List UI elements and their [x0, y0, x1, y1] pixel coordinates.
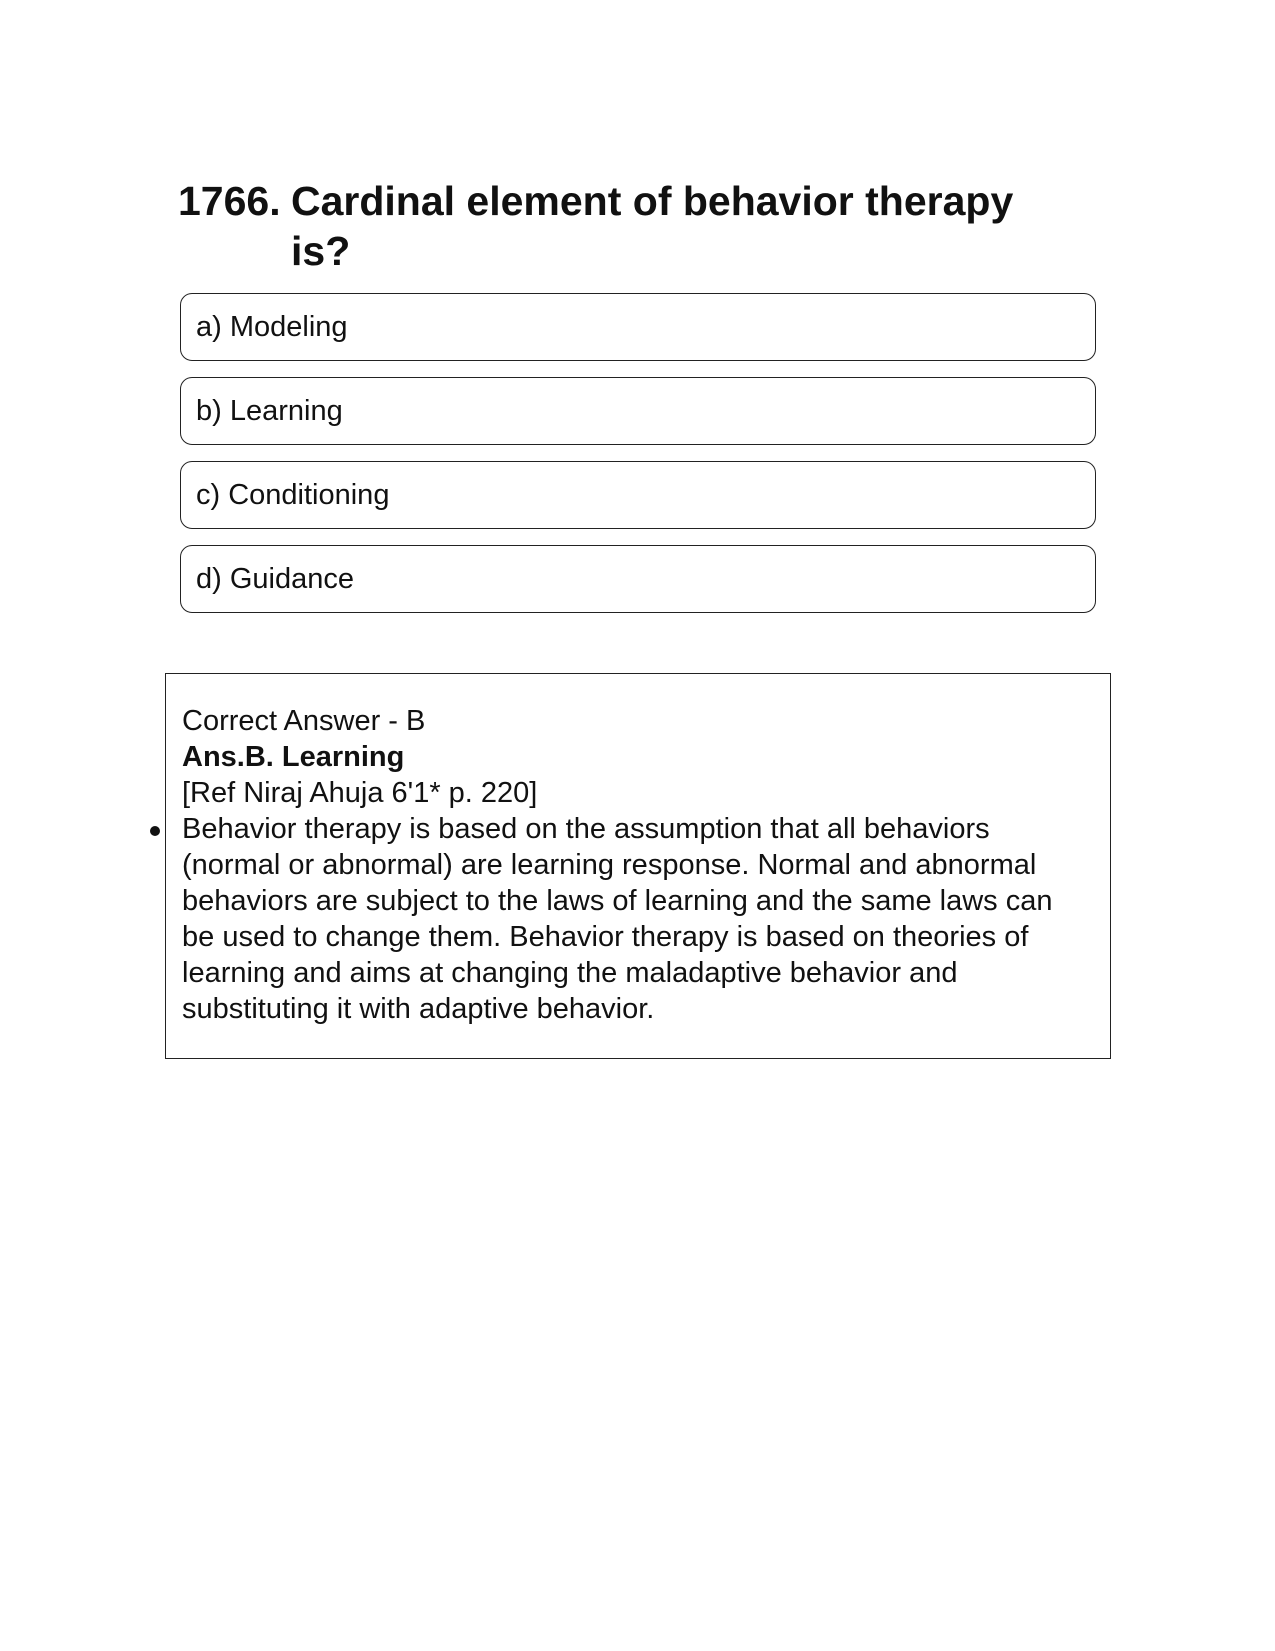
- option-a[interactable]: [180, 293, 1096, 361]
- option-d[interactable]: [180, 545, 1096, 613]
- explanation-item: [182, 811, 1090, 1027]
- question-text: Cardinal element of behavior therapy is?: [291, 178, 1014, 274]
- option-label: a) Modeling: [196, 310, 348, 343]
- option-c[interactable]: [180, 461, 1096, 529]
- answer-heading: Ans.B. Learning: [182, 741, 405, 773]
- options-list: [180, 293, 1096, 629]
- reference-citation: [Ref Niraj Ahuja 6'1* p. 220]: [182, 777, 538, 809]
- option-label: d) Guidance: [196, 562, 354, 595]
- option-label: c) Conditioning: [196, 478, 390, 511]
- explanation-text: Behavior therapy is based on the assumption that all behaviors (normal or abnormal) are learning response. Normal and abnormal behaviors are subject to the laws of learning and the same laws can be used to change them. Behavior therapy is based on theories of learning and aims at changing the maladaptive behavior and substituting it with adaptive behavior.: [182, 813, 1053, 1025]
- question-heading: [178, 176, 1078, 276]
- question-number: 1766.: [178, 178, 281, 224]
- option-label: b) Learning: [196, 394, 343, 427]
- answer-explanation-box: [165, 673, 1111, 1059]
- option-b[interactable]: [180, 377, 1096, 445]
- bullet-icon: [150, 826, 160, 836]
- correct-answer-line: Correct Answer - B: [182, 705, 426, 737]
